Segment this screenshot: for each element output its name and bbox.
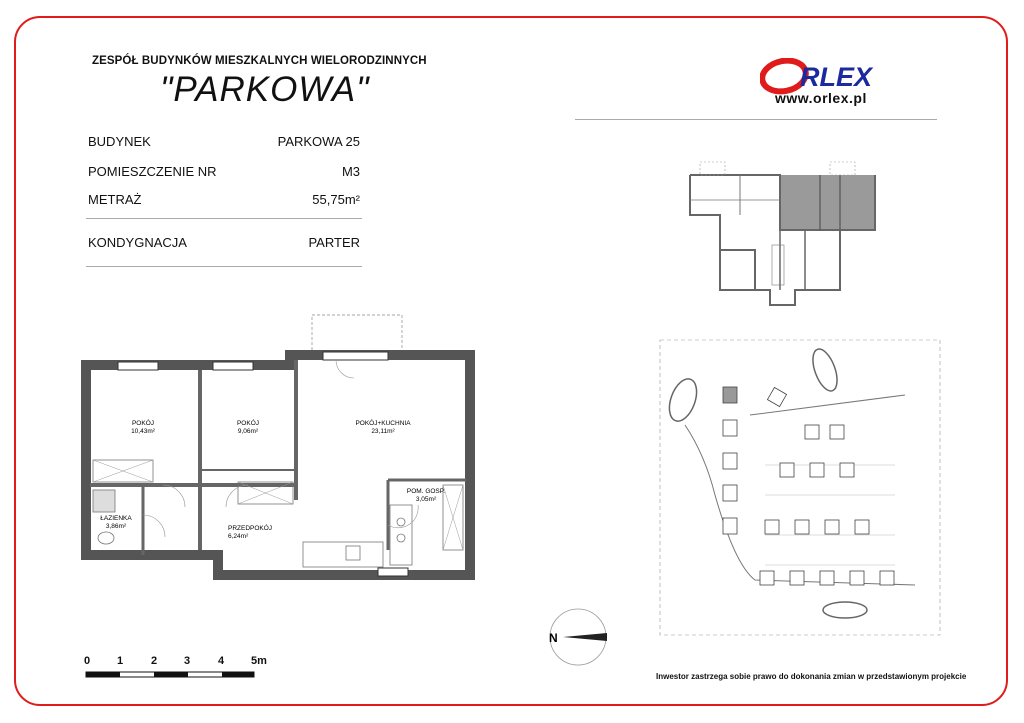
building-key-plan bbox=[680, 160, 890, 310]
apartment-floor-plan bbox=[78, 310, 478, 580]
compass-icon bbox=[545, 605, 615, 670]
disclaimer-text: Inwestor zastrzega sobie prawo do dokonania zmian w przedstawionym projekcie bbox=[656, 672, 967, 681]
logo-brand: RLEX bbox=[800, 62, 873, 92]
room-name: POKÓJ bbox=[131, 420, 155, 427]
room-area: 9,06m² bbox=[237, 428, 259, 435]
scale-label: 4 bbox=[218, 655, 225, 667]
scale-label: 2 bbox=[151, 655, 158, 667]
scale-label: 5m bbox=[251, 655, 267, 667]
scale-bar bbox=[84, 655, 274, 685]
header-divider bbox=[575, 119, 937, 120]
info-divider bbox=[86, 218, 362, 219]
room-name: ŁAZIENKA bbox=[100, 515, 132, 522]
room-name: POM. GOSP. bbox=[406, 488, 446, 495]
room-name: PRZEDPOKÓJ bbox=[228, 525, 273, 532]
scale-label: 3 bbox=[184, 655, 191, 667]
room-area: 10,43m² bbox=[131, 428, 155, 435]
room-name: POKÓJ+KUCHNIA bbox=[355, 420, 411, 427]
room-name: POKÓJ bbox=[236, 420, 260, 427]
scale-label: 1 bbox=[117, 655, 124, 667]
room-area: 3,05m² bbox=[415, 496, 437, 503]
room-area: 6,24m² bbox=[228, 533, 249, 540]
compass-label: N bbox=[549, 631, 558, 645]
room-area: 3,86m² bbox=[105, 523, 127, 530]
complex-title: ZESPÓŁ BUDYNKÓW MIESZKALNYCH WIELORODZINNYCH bbox=[92, 55, 427, 67]
scale-label: 0 bbox=[84, 655, 91, 667]
room-area: 23,11m² bbox=[371, 428, 395, 435]
logo-url: www.orlex.pl bbox=[775, 90, 867, 106]
project-name: "PARKOWA" bbox=[160, 70, 370, 109]
info-divider-2 bbox=[86, 266, 362, 267]
site-plan bbox=[655, 335, 945, 640]
